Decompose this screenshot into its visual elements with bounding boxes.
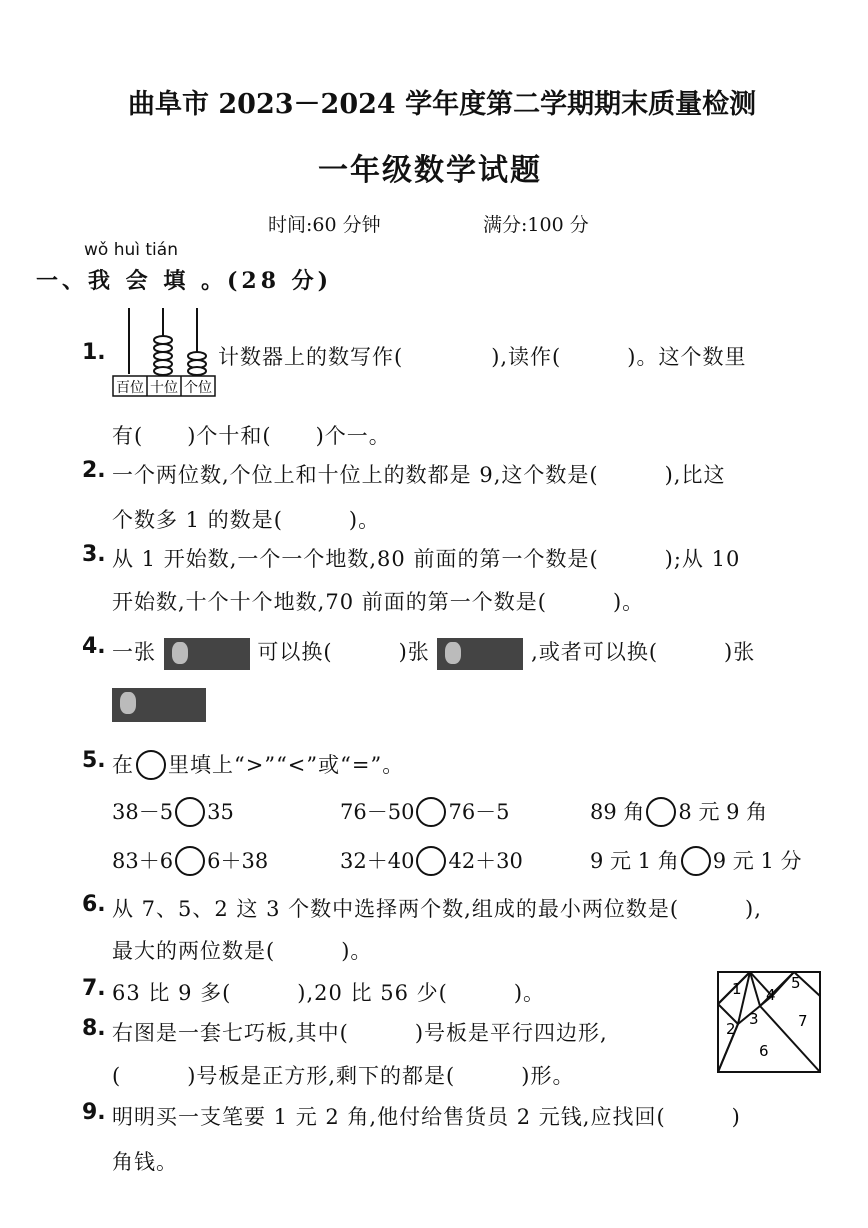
tangram-label: 7 bbox=[798, 1012, 808, 1030]
question-number: 8. bbox=[82, 1016, 106, 1041]
compare-item bbox=[112, 845, 268, 878]
question-number: 7. bbox=[82, 976, 106, 1001]
question-text: 开始数,十个十个地数,70 前面的第一个数是( )。 bbox=[112, 590, 645, 614]
answer-circle[interactable] bbox=[681, 846, 711, 876]
question-text: 从 7、5、2 这 3 个数中选择两个数,组成的最小两位数是( ), bbox=[112, 897, 762, 921]
question-text: 最大的两位数是( )。 bbox=[112, 939, 373, 963]
compare-right: 8 元 9 角 bbox=[678, 800, 768, 824]
compare-right: 76－5 bbox=[448, 800, 510, 824]
banknote-image bbox=[437, 638, 523, 670]
question-text-part: 可以换( )张 bbox=[257, 640, 430, 664]
compare-item bbox=[590, 845, 802, 878]
section-pinyin: wǒ huì tián bbox=[84, 240, 178, 260]
compare-left: 83＋6 bbox=[112, 849, 174, 873]
question-text-part: 在 bbox=[112, 753, 134, 777]
tangram-label: 6 bbox=[759, 1042, 769, 1060]
answer-circle[interactable] bbox=[136, 750, 166, 780]
question-number: 9. bbox=[82, 1100, 106, 1125]
banknote-image bbox=[164, 638, 250, 670]
banknote-image bbox=[112, 688, 206, 722]
tangram-label: 2 bbox=[726, 1020, 736, 1038]
abacus-label-hundreds: 百位 bbox=[116, 380, 144, 396]
question-number: 1. bbox=[82, 340, 106, 365]
question-text: 右图是一套七巧板,其中( )号板是平行四边形, bbox=[112, 1021, 608, 1045]
abacus-label-tens: 十位 bbox=[150, 380, 178, 396]
question-text: 从 1 开始数,一个一个地数,80 前面的第一个数是( );从 10 bbox=[112, 547, 741, 571]
compare-right: 6＋38 bbox=[207, 849, 269, 873]
compare-item bbox=[340, 796, 510, 829]
question-text-part: 一张 bbox=[112, 640, 156, 664]
compare-left: 76－50 bbox=[340, 800, 415, 824]
question-text-part: ,或者可以换( )张 bbox=[531, 640, 756, 664]
full-score: 满分:100 分 bbox=[483, 214, 589, 236]
question-text: 计数器上的数写作( ),读作( )。这个数里 bbox=[218, 345, 747, 369]
question-text: 个数多 1 的数是( )。 bbox=[112, 508, 381, 532]
question-number: 5. bbox=[82, 748, 106, 773]
answer-circle[interactable] bbox=[175, 846, 205, 876]
tangram-label: 1 bbox=[732, 980, 742, 998]
question-text: 63 比 9 多( ),20 比 56 少( )。 bbox=[112, 981, 546, 1005]
question-text: ( )号板是正方形,剩下的都是( )形。 bbox=[112, 1064, 575, 1088]
answer-circle[interactable] bbox=[416, 846, 446, 876]
question-text: 明明买一支笔要 1 元 2 角,他付给售货员 2 元钱,应找回( ) bbox=[112, 1105, 741, 1129]
compare-item bbox=[340, 845, 523, 878]
compare-right: 42＋30 bbox=[448, 849, 523, 873]
question-text: 一个两位数,个位上和十位上的数都是 9,这个数是( ),比这 bbox=[112, 463, 726, 487]
compare-left: 38－5 bbox=[112, 800, 174, 824]
question-number: 6. bbox=[82, 892, 106, 917]
question-number: 4. bbox=[82, 634, 106, 659]
answer-circle[interactable] bbox=[646, 797, 676, 827]
question-text bbox=[112, 636, 755, 670]
answer-circle[interactable] bbox=[175, 797, 205, 827]
tangram-label: 4 bbox=[766, 986, 776, 1004]
time-limit: 时间:60 分钟 bbox=[268, 214, 381, 236]
compare-left: 89 角 bbox=[590, 800, 645, 824]
section-title: 一、我 会 填 。(28 分) bbox=[36, 268, 333, 294]
abacus-label-ones: 个位 bbox=[184, 380, 212, 396]
answer-circle[interactable] bbox=[416, 797, 446, 827]
question-number: 2. bbox=[82, 458, 106, 483]
tangram-figure bbox=[716, 970, 822, 1074]
question-text: 角钱。 bbox=[112, 1150, 178, 1174]
compare-item bbox=[112, 796, 234, 829]
compare-item bbox=[590, 796, 767, 829]
question-text-part: 里填上“>”“<”或“=”。 bbox=[168, 753, 405, 777]
exam-subtitle: 一年级数学试题 bbox=[318, 153, 542, 188]
question-text bbox=[112, 749, 404, 782]
compare-right: 35 bbox=[207, 800, 234, 824]
tangram-label: 3 bbox=[749, 1010, 759, 1028]
question-text: 有( )个十和( )个一。 bbox=[112, 424, 391, 448]
compare-left: 9 元 1 角 bbox=[590, 849, 679, 873]
compare-right: 9 元 1 分 bbox=[712, 849, 802, 873]
abacus-figure bbox=[112, 304, 218, 398]
question-number: 3. bbox=[82, 542, 106, 567]
exam-title: 曲阜市 2023－2024 学年度第二学期期末质量检测 bbox=[128, 89, 757, 120]
compare-left: 32＋40 bbox=[340, 849, 415, 873]
tangram-label: 5 bbox=[791, 974, 801, 992]
